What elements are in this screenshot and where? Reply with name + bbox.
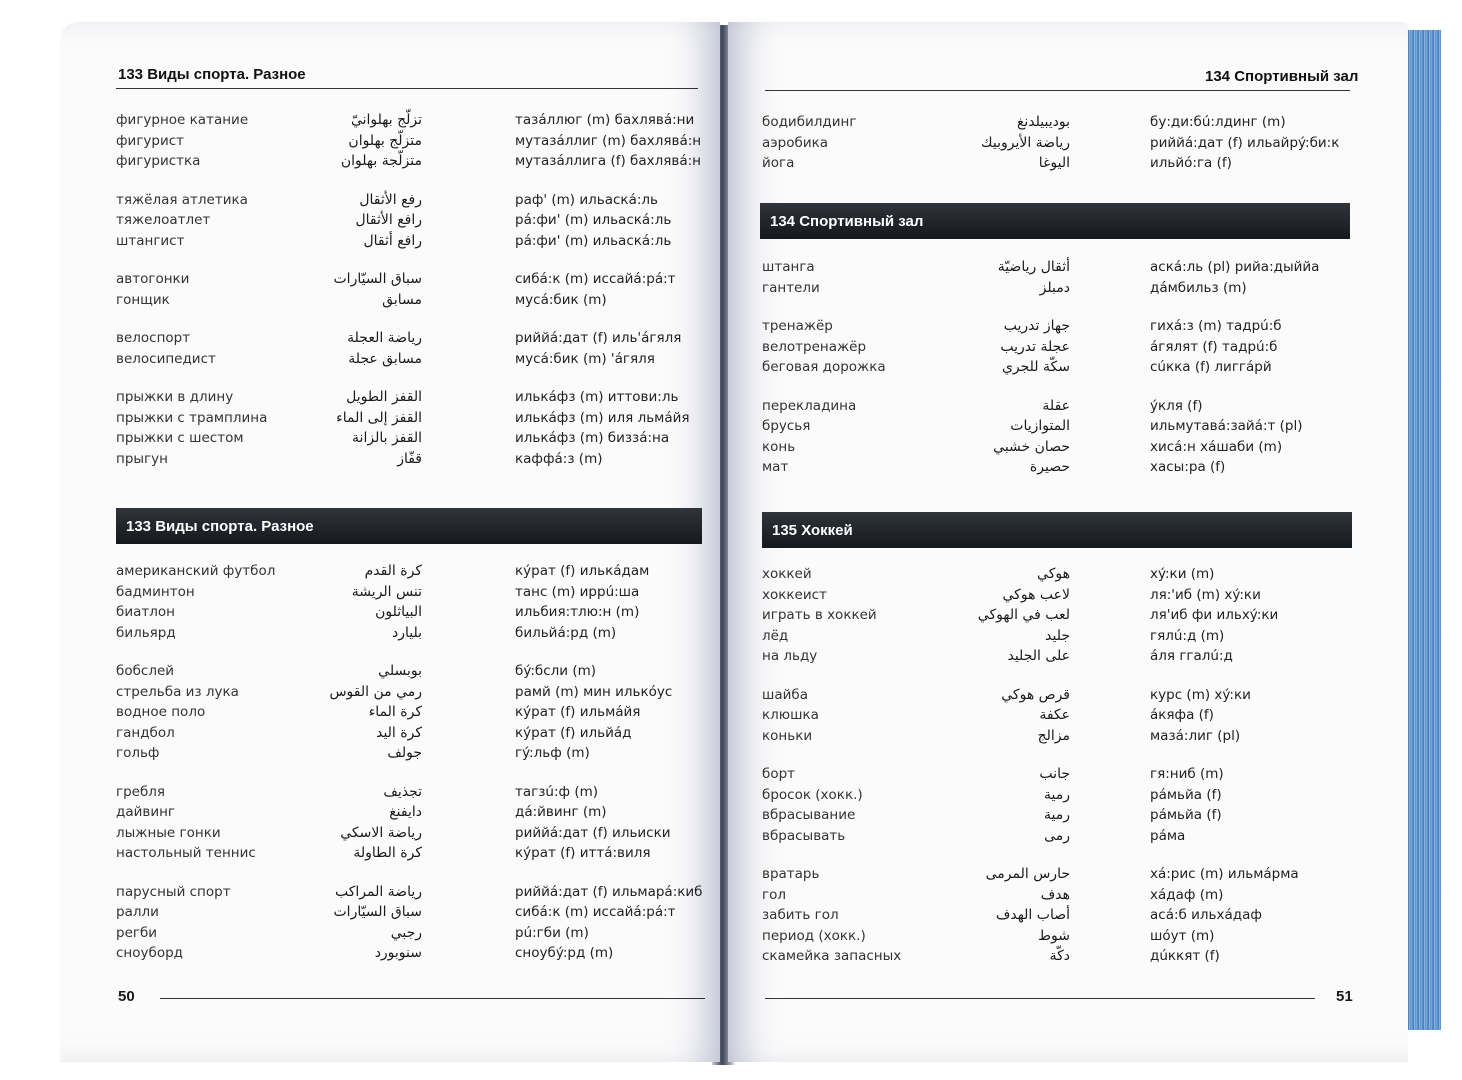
russian-term: парусный спорт	[116, 883, 231, 900]
right-page-number: 51	[1336, 988, 1353, 1005]
transliteration: рáмьйа (f)	[1150, 807, 1222, 823]
transliteration: хáдаф (m)	[1150, 886, 1224, 903]
transliteration: ля:'иб (m) хý:ки	[1150, 586, 1261, 603]
transliteration: ильбия:тлю:н (m)	[515, 604, 640, 620]
transliteration: гý:льф (m)	[515, 745, 590, 761]
transliteration: риййá:дат (f) ильайрý:би:к	[1150, 134, 1340, 151]
arabic-term: هدف	[1040, 886, 1070, 903]
russian-term: вбрасывать	[762, 827, 846, 844]
transliteration: сноубý:рд (m)	[515, 945, 614, 961]
arabic-term: بوديبيلدنغ	[1016, 114, 1070, 130]
transliteration: риййá:дат (f) иль'áгяля	[515, 330, 682, 346]
russian-term: гол	[762, 886, 786, 903]
transliteration: дá:йвинг (m)	[515, 804, 607, 820]
arabic-term: سباق السيّارات	[333, 271, 422, 287]
transliteration: хасы:ра (f)	[1150, 459, 1226, 475]
transliteration: тагзú:ф (m)	[515, 783, 599, 800]
arabic-term: رياضة الأيروبيك	[981, 134, 1070, 151]
transliteration: гихá:з (m) тадрú:б	[1150, 318, 1282, 334]
arabic-term: تزلّج بهلوانيّ	[350, 112, 422, 128]
russian-term: перекладина	[762, 397, 857, 414]
transliteration: кýрат (f) ильйáд	[515, 724, 632, 741]
transliteration: дáмбильз (m)	[1150, 279, 1247, 296]
arabic-term: رياضة الاسكي	[340, 824, 422, 841]
transliteration: риййá:дат (f) ильиски	[515, 824, 671, 841]
russian-term: штангист	[116, 232, 185, 249]
arabic-term: رجبي	[390, 924, 422, 941]
arabic-term: اليوغا	[1038, 155, 1070, 171]
transliteration: дúккят (f)	[1150, 948, 1220, 964]
transliteration: танс (m) иррú:ша	[515, 583, 640, 600]
russian-term: настольный теннис	[116, 845, 256, 861]
russian-term: период (хокк.)	[762, 927, 866, 944]
russian-term: скамейка запасных	[762, 948, 902, 964]
transliteration: гялú:д (m)	[1150, 627, 1225, 644]
transliteration: мусá:бик (m)	[515, 291, 607, 308]
transliteration: гя:ниб (m)	[1150, 766, 1224, 782]
arabic-term: سباق السيّارات	[333, 904, 422, 920]
arabic-term: حارس المرمى	[985, 866, 1070, 882]
transliteration: ýкля (f)	[1150, 397, 1203, 414]
arabic-term: سكّة للجري	[1001, 359, 1070, 375]
arabic-term: البياثلون	[375, 604, 422, 620]
russian-term: мат	[762, 459, 789, 475]
russian-term: прыжки с трамплина	[116, 409, 268, 426]
transliteration: рáмьйа (f)	[1150, 786, 1222, 803]
transliteration: бý:бсли (m)	[515, 663, 597, 679]
arabic-term: دكّة	[1049, 948, 1070, 964]
arabic-term: رياضة المراكب	[334, 883, 422, 900]
russian-term: хоккей	[762, 566, 812, 582]
russian-term: прыжки в длину	[116, 389, 234, 405]
arabic-term: رافع أثقال	[363, 232, 422, 249]
arabic-term: كرة القدم	[364, 563, 422, 579]
transliteration: курс (m) хý:ки	[1150, 686, 1251, 703]
arabic-term: مزالج	[1037, 727, 1070, 744]
russian-term: велотренажёр	[762, 338, 867, 355]
arabic-term: كرة الماء	[368, 704, 422, 720]
arabic-term: هوكي	[1037, 566, 1070, 582]
arabic-term: المتوازيات	[1010, 418, 1070, 434]
transliteration: ля'иб фи ильхý:ки	[1150, 607, 1279, 623]
russian-term: бильярд	[116, 624, 176, 641]
russian-term: беговая дорожка	[762, 359, 886, 375]
transliteration: раф' (m) ильаскá:ль	[515, 191, 658, 208]
arabic-term: مسابق عجلة	[348, 350, 422, 367]
arabic-term: لاعب هوكي	[1002, 586, 1070, 603]
transliteration: рá:фи' (m) ильаскá:ль	[515, 232, 672, 249]
arabic-term: كرة اليد	[376, 724, 422, 741]
russian-term: бадминтон	[116, 583, 195, 600]
russian-term: тяжелоатлет	[116, 212, 211, 228]
russian-term: дайвинг	[116, 804, 176, 820]
russian-term: велосипедист	[116, 350, 216, 367]
russian-term: лёд	[762, 627, 789, 644]
arabic-term: جولف	[387, 745, 422, 761]
right-footer-rule	[765, 998, 1315, 999]
russian-term: бобслей	[116, 663, 175, 679]
transliteration: мусá:бик (m) 'áгяля	[515, 350, 655, 367]
russian-term: хоккеист	[762, 586, 827, 603]
left-page-number: 50	[118, 988, 135, 1005]
section-title-134: 134 Спортивный зал	[770, 212, 924, 230]
transliteration: ильйó:га (f)	[1150, 155, 1232, 171]
transliteration: кýрат (f) илькáдам	[515, 563, 650, 579]
arabic-term: كرة الطاولة	[353, 845, 422, 861]
arabic-term: متزلّج بهلوان	[348, 132, 422, 149]
russian-term: борт	[762, 766, 796, 782]
transliteration: рáма	[1150, 827, 1186, 844]
russian-term: прыжки с шестом	[116, 430, 244, 446]
russian-term: бросок (хокк.)	[762, 786, 863, 803]
transliteration: мазá:лиг (pl)	[1150, 727, 1241, 744]
arabic-term: سنوبورد	[374, 945, 422, 961]
transliteration: тазáллюг (m) бахлявá:ни	[515, 112, 695, 128]
section-title-135: 135 Хоккей	[772, 521, 853, 539]
arabic-term: القفز إلى الماء	[336, 409, 422, 426]
arabic-term: بوبسلي	[378, 663, 422, 679]
russian-term: забить гол	[762, 907, 839, 923]
russian-term: американский футбол	[116, 563, 276, 579]
transliteration: áгялят (f) тадрú:б	[1150, 338, 1278, 355]
russian-term: фигурное катание	[116, 112, 249, 128]
russian-term: аэробика	[762, 134, 829, 151]
arabic-term: جانب	[1039, 766, 1070, 782]
russian-term: гонщик	[116, 291, 170, 308]
russian-term: автогонки	[116, 271, 190, 287]
arabic-term: شوط	[1038, 927, 1070, 944]
transliteration: илькáфз (m) иттови:ль	[515, 389, 679, 405]
russian-term: бодибилдинг	[762, 114, 857, 130]
arabic-term: دمبلز	[1039, 279, 1070, 296]
transliteration: ильмутавá:зайá:т (pl)	[1150, 418, 1303, 434]
arabic-term: رياضة العجلة	[347, 330, 422, 346]
transliteration: кýрат (f) ильмáйя	[515, 704, 641, 720]
russian-term: гандбол	[116, 724, 175, 741]
arabic-term: رفع الأثقال	[359, 191, 422, 208]
arabic-term: أثقال رياضيّة	[997, 259, 1070, 275]
russian-term: регби	[116, 924, 158, 941]
section-title-133: 133 Виды спорта. Разное	[126, 517, 314, 535]
russian-term: фигуристка	[116, 153, 201, 169]
transliteration: бильйá:рд (m)	[515, 624, 617, 641]
arabic-term: القفز بالزانة	[352, 430, 422, 446]
russian-term: клюшка	[762, 707, 819, 723]
arabic-term: قفّاز	[397, 450, 422, 467]
russian-term: штанга	[762, 259, 815, 275]
transliteration: рá:фи' (m) ильаскá:ль	[515, 212, 672, 228]
transliteration: сибá:к (m) иссайá:рá:т	[515, 271, 676, 287]
arabic-term: عكفة	[1039, 707, 1070, 723]
arabic-term: لعب في الهوكي	[977, 607, 1070, 623]
arabic-term: رمية	[1044, 807, 1070, 823]
russian-term: сноуборд	[116, 945, 183, 961]
transliteration: хисá:н хáшаби (m)	[1150, 438, 1283, 455]
arabic-term: رمى	[1044, 827, 1070, 844]
arabic-term: رمي من القوس	[329, 683, 422, 700]
arabic-term: رافع الأثقال	[355, 212, 422, 228]
page-edges	[1405, 30, 1441, 1030]
transliteration: каффá:з (m)	[515, 450, 603, 467]
transliteration: аскá:ль (pl) рийа:дыййа	[1150, 259, 1320, 275]
russian-term: биатлон	[116, 604, 175, 620]
russian-term: гантели	[762, 279, 820, 296]
arabic-term: عجلة تدريب	[1000, 338, 1070, 355]
transliteration: илькáфз (m) иля льмáйя	[515, 409, 690, 426]
transliteration: мутазáллиг (m) бахлявá:н	[515, 132, 702, 149]
arabic-term: بليارد	[391, 624, 422, 641]
russian-term: лыжные гонки	[116, 824, 221, 841]
russian-term: конь	[762, 438, 796, 455]
arabic-term: جهاز تدريب	[1003, 318, 1070, 334]
transliteration: илькáфз (m) биззá:на	[515, 430, 670, 446]
russian-term: фигурист	[116, 132, 185, 149]
arabic-term: مسابق	[382, 291, 422, 308]
right-running-header: 134 Спортивный зал	[1205, 68, 1359, 85]
arabic-term: حصان خشبي	[993, 438, 1070, 455]
arabic-term: القفز الطويل	[346, 389, 422, 405]
russian-term: гребля	[116, 783, 166, 800]
transliteration: риййá:дат (f) ильмарá:киб	[515, 883, 703, 900]
russian-term: велоспорт	[116, 330, 191, 346]
transliteration: хý:ки (m)	[1150, 566, 1215, 582]
russian-term: гольф	[116, 745, 160, 761]
arabic-term: دايفنغ	[389, 804, 422, 820]
russian-term: играть в хоккей	[762, 607, 877, 623]
russian-term: прыгун	[116, 450, 168, 467]
arabic-term: أصاب الهدف	[995, 907, 1070, 923]
arabic-term: عقلة	[1042, 397, 1070, 414]
transliteration: рú:гби (m)	[515, 924, 589, 941]
russian-term: вбрасывание	[762, 807, 856, 823]
transliteration: áля ггалú:д	[1150, 648, 1233, 664]
arabic-term: جليد	[1045, 627, 1070, 644]
arabic-term: تنس الريشة	[351, 583, 422, 600]
russian-term: шайба	[762, 686, 808, 703]
russian-term: тяжёлая атлетика	[116, 191, 248, 208]
transliteration: асá:б ильхáдаф	[1150, 907, 1262, 923]
arabic-term: قرص هوكي	[1001, 686, 1070, 703]
transliteration: бу:ди:бú:лдинг (m)	[1150, 114, 1286, 130]
transliteration: хá:рис (m) ильмáрма	[1150, 866, 1299, 882]
left-running-header: 133 Виды спорта. Разное	[118, 66, 306, 83]
arabic-term: متزلّجة بهلوان	[340, 153, 422, 169]
russian-term: йога	[762, 155, 795, 171]
russian-term: водное поло	[116, 704, 206, 720]
russian-term: тренажёр	[762, 318, 833, 334]
arabic-term: على الجليد	[1007, 648, 1070, 664]
russian-term: вратарь	[762, 866, 820, 882]
arabic-term: تجذيف	[383, 783, 422, 800]
transliteration: сúкка (f) лиггáрй	[1150, 359, 1272, 375]
arabic-term: حصيرة	[1029, 459, 1070, 475]
transliteration: мутазáллига (f) бахлявá:н	[515, 153, 701, 169]
transliteration: шóут (m)	[1150, 927, 1215, 944]
russian-term: стрельба из лука	[116, 683, 239, 700]
transliteration: áкяфа (f)	[1150, 707, 1214, 723]
transliteration: рамй (m) мин илькóус	[515, 683, 673, 700]
russian-term: брусья	[762, 418, 811, 434]
russian-term: на льду	[762, 648, 818, 664]
left-footer-rule	[160, 998, 705, 999]
russian-term: ралли	[116, 904, 159, 920]
russian-term: коньки	[762, 727, 813, 744]
transliteration: кýрат (f) иттá:виля	[515, 845, 651, 861]
arabic-term: رمية	[1044, 786, 1070, 803]
transliteration: сибá:к (m) иссайá:рá:т	[515, 904, 676, 920]
